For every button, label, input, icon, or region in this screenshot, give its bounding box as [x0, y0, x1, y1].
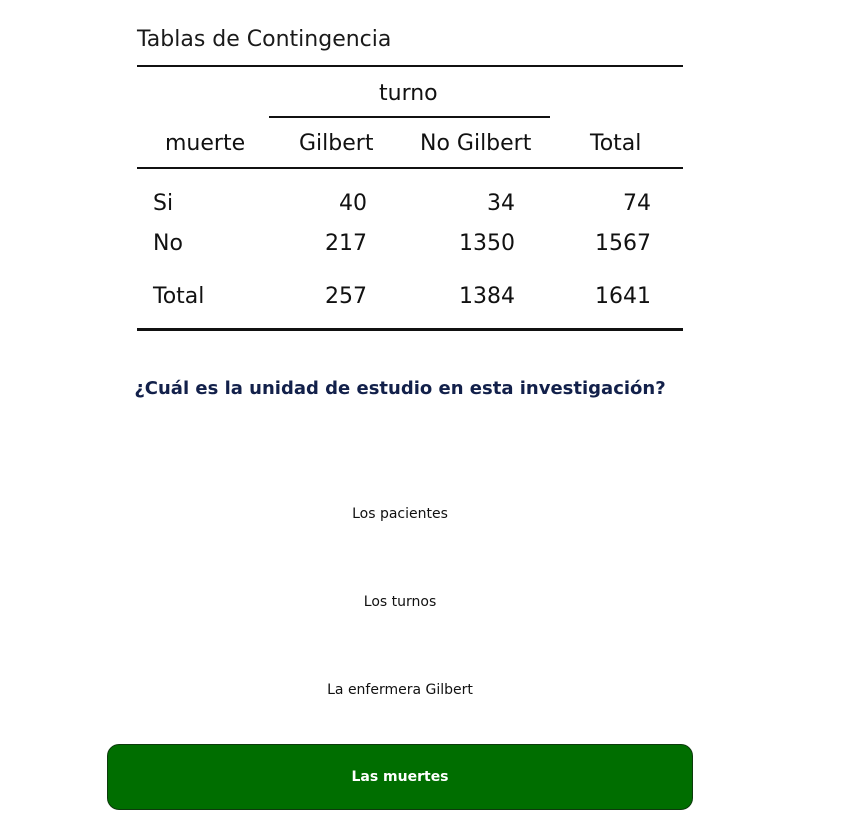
option-label: Los turnos: [363, 594, 437, 610]
row-label-si: Si: [153, 191, 174, 216]
option-label: Las muertes: [351, 769, 449, 785]
table-cell: 217: [325, 231, 367, 256]
table-header-rule: [137, 167, 683, 169]
option-la-enfermera-gilbert[interactable]: [107, 658, 693, 722]
table-cell: 1384: [459, 284, 515, 309]
table-bottom-rule: [137, 328, 683, 331]
column-spanner-rule: [269, 116, 550, 118]
option-label: La enfermera Gilbert: [327, 682, 473, 698]
table-cell: 34: [487, 191, 515, 216]
table-cell: 74: [623, 191, 651, 216]
column-spanner-label: turno: [379, 81, 438, 106]
option-los-pacientes[interactable]: [107, 482, 693, 546]
row-variable-header: muerte: [165, 131, 246, 156]
row-label-total: Total: [153, 284, 205, 309]
table-top-rule: [137, 65, 683, 67]
option-label: Los pacientes: [352, 506, 448, 522]
column-header-total: Total: [590, 131, 642, 156]
table-cell: 1350: [459, 231, 515, 256]
option-las-muertes-selected[interactable]: [107, 744, 693, 810]
option-los-turnos[interactable]: [107, 570, 693, 634]
table-cell: 1641: [595, 284, 651, 309]
table-cell: 257: [325, 284, 367, 309]
column-header-no-gilbert: No Gilbert: [420, 131, 532, 156]
column-header-gilbert: Gilbert: [299, 131, 374, 156]
row-label-no: No: [153, 231, 183, 256]
contingency-table: [137, 0, 683, 340]
question-text: ¿Cuál es la unidad de estudio en esta investigación?: [134, 378, 666, 399]
table-cell: 40: [339, 191, 367, 216]
table-title: Tablas de Contingencia: [137, 27, 392, 52]
table-cell: 1567: [595, 231, 651, 256]
